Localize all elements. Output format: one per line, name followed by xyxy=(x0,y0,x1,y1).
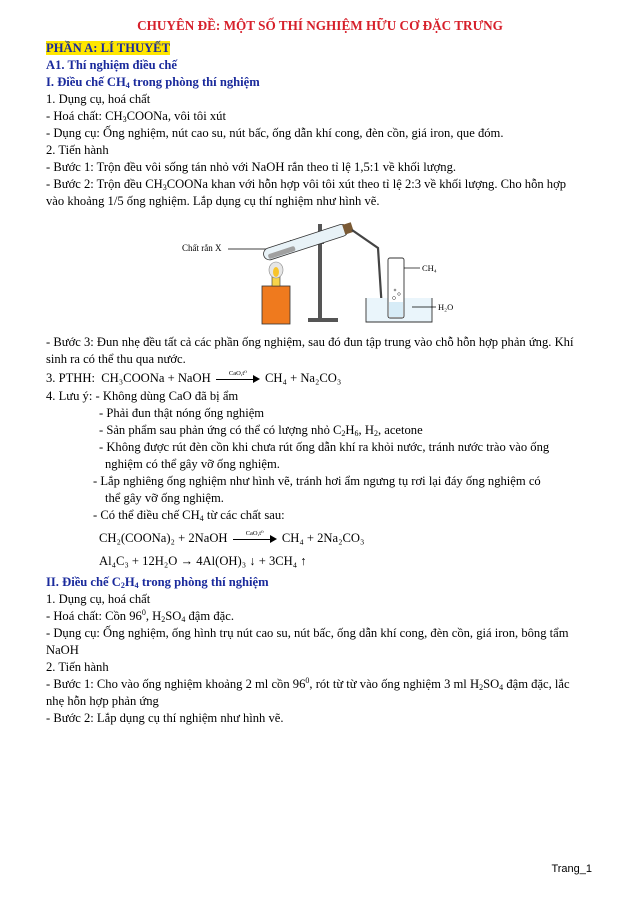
note-4-line-1: - Không được rút đèn cồn khi chưa rút ống dẫn khí ra khỏi nước, tránh nước trào vào ống xyxy=(99,440,550,454)
reaction-arrow: CaO,t⁰ xyxy=(216,374,260,384)
sec2-item-2: 2. Tiến hành xyxy=(46,660,109,674)
note-6: - Có thể điều chế $CH_4$ từ các chất sau: xyxy=(93,508,285,523)
sec1-step-2-line-1: - Bước 2: Trộn đều $CH_3COONa$ khan với hỗn hợp vôi tôi xút theo tỉ lệ 2:3 về khối lượng. Cho hỗn hợp xyxy=(46,177,567,192)
figure-label-solid-x: Chất rắn X xyxy=(182,243,222,253)
sec1-step-2-line-2: vào khoảng 1/5 ống nghiệm. Lắp dụng cụ thí nghiệm như hình vẽ. xyxy=(46,194,380,208)
equation-2: CH₂(COONa)₂ + 2NaOH CaO,t⁰ CH₄ + 2Na₂CO₃ xyxy=(99,530,365,545)
sec1-step-3-line-1: - Bước 3: Đun nhẹ đều tất cả các phần ống nghiệm, sau đó đun tập trung vào chỗ hỗn hợp phản ứng. Khí xyxy=(46,335,574,349)
sec2-step-1-line-2: nhẹ hỗn hợp phản ứng xyxy=(46,694,159,708)
note-3: - Sản phẩm sau phản ứng có thể có lượng nhỏ $C_2H_6$, $H_2$, acetone xyxy=(99,423,423,438)
sec1-step-3-line-2: sinh ra có thể thu qua nước. xyxy=(46,352,186,366)
equation-1: 3. PTHH: CH₃COONa + NaOH CaO,t⁰ CH₄ + Na₂CO₃ xyxy=(46,370,342,385)
note-5-line-2: thể gây vỡ ống nghiệm. xyxy=(105,491,224,505)
note-2: - Phải đun thật nóng ống nghiệm xyxy=(99,406,265,420)
sec1-item-2: 2. Tiến hành xyxy=(46,143,109,157)
reaction-arrow: CaO,t⁰ xyxy=(233,534,277,544)
sec2-item-1: 1. Dụng cụ, hoá chất xyxy=(46,592,151,606)
sec2-step-2: - Bước 2: Lắp dụng cụ thí nghiệm như hình vẽ. xyxy=(46,711,284,725)
figure-label-ch4: CH₄ xyxy=(422,263,437,273)
page-number: Trang_1 xyxy=(551,863,592,875)
note-5-line-1: - Lắp nghiêng ống nghiệm như hình vẽ, tránh hơi ẩm ngưng tụ rơi lại đáy ống nghiệm có xyxy=(93,474,541,488)
figure-label-h2o: H₂O xyxy=(438,302,454,312)
sec1-item-1: 1. Dụng cụ, hoá chất xyxy=(46,92,151,106)
section-1-heading: I. Điều chế $CH_4$ trong phòng thí nghiệm xyxy=(46,75,260,90)
test-tube xyxy=(262,221,354,261)
a1-heading: A1. Thí nghiệm điều chế xyxy=(46,58,177,72)
alcohol-burner xyxy=(262,262,290,324)
sec2-step-1-line-1: - Bước 1: Cho vào ống nghiệm khoảng 2 ml cồn $96^0$, rót từ từ vào ống nghiệm 3 ml $H_2SO_4$ đậm đặc, lắc xyxy=(46,676,570,692)
sec2-tools-line-1: - Dụng cụ: Ống nghiệm, ống hình trụ nút cao su, nút bấc, ống dẫn khí cong, đèn cồn, giá iron, bông tẩm xyxy=(46,626,569,640)
sec1-chemicals: - Hoá chất: $CH_3COONa$, vôi tôi xút xyxy=(46,109,226,124)
notes-heading: 4. Lưu ý: - Không dùng CaO đã bị ẩm xyxy=(46,389,239,403)
apparatus-figure xyxy=(180,218,470,328)
section-2-heading: II. Điều chế $C_2H_4$ trong phòng thí nghiệm xyxy=(46,575,269,590)
document-title: CHUYÊN ĐỀ: MỘT SỐ THÍ NGHIỆM HỮU CƠ ĐẶC TRƯNG xyxy=(137,18,503,33)
sec2-chemicals: - Hoá chất: Cồn $96^0$, $H_2SO_4$ đậm đặc. xyxy=(46,608,234,624)
note-4-line-2: nghiệm có thể gây vỡ ống nghiệm. xyxy=(105,457,280,471)
sec1-step-1: - Bước 1: Trộn đều vôi sống tán nhỏ với NaOH rắn theo tỉ lệ 1,5:1 về khối lượng. xyxy=(46,160,457,174)
sec1-tools: - Dụng cụ: Ống nghiệm, nút cao su, nút bấc, ống dẫn khí cong, đèn cồn, giá iron, que đóm. xyxy=(46,126,504,140)
sec2-tools-line-2: NaOH xyxy=(46,643,79,657)
part-a-heading: PHẦN A: LÍ THUYẾT xyxy=(46,41,170,55)
equation-3: Al₄C₃ + 12H₂O → 4Al(OH)₃ ↓ + 3CH₄ ↑ xyxy=(99,554,307,568)
